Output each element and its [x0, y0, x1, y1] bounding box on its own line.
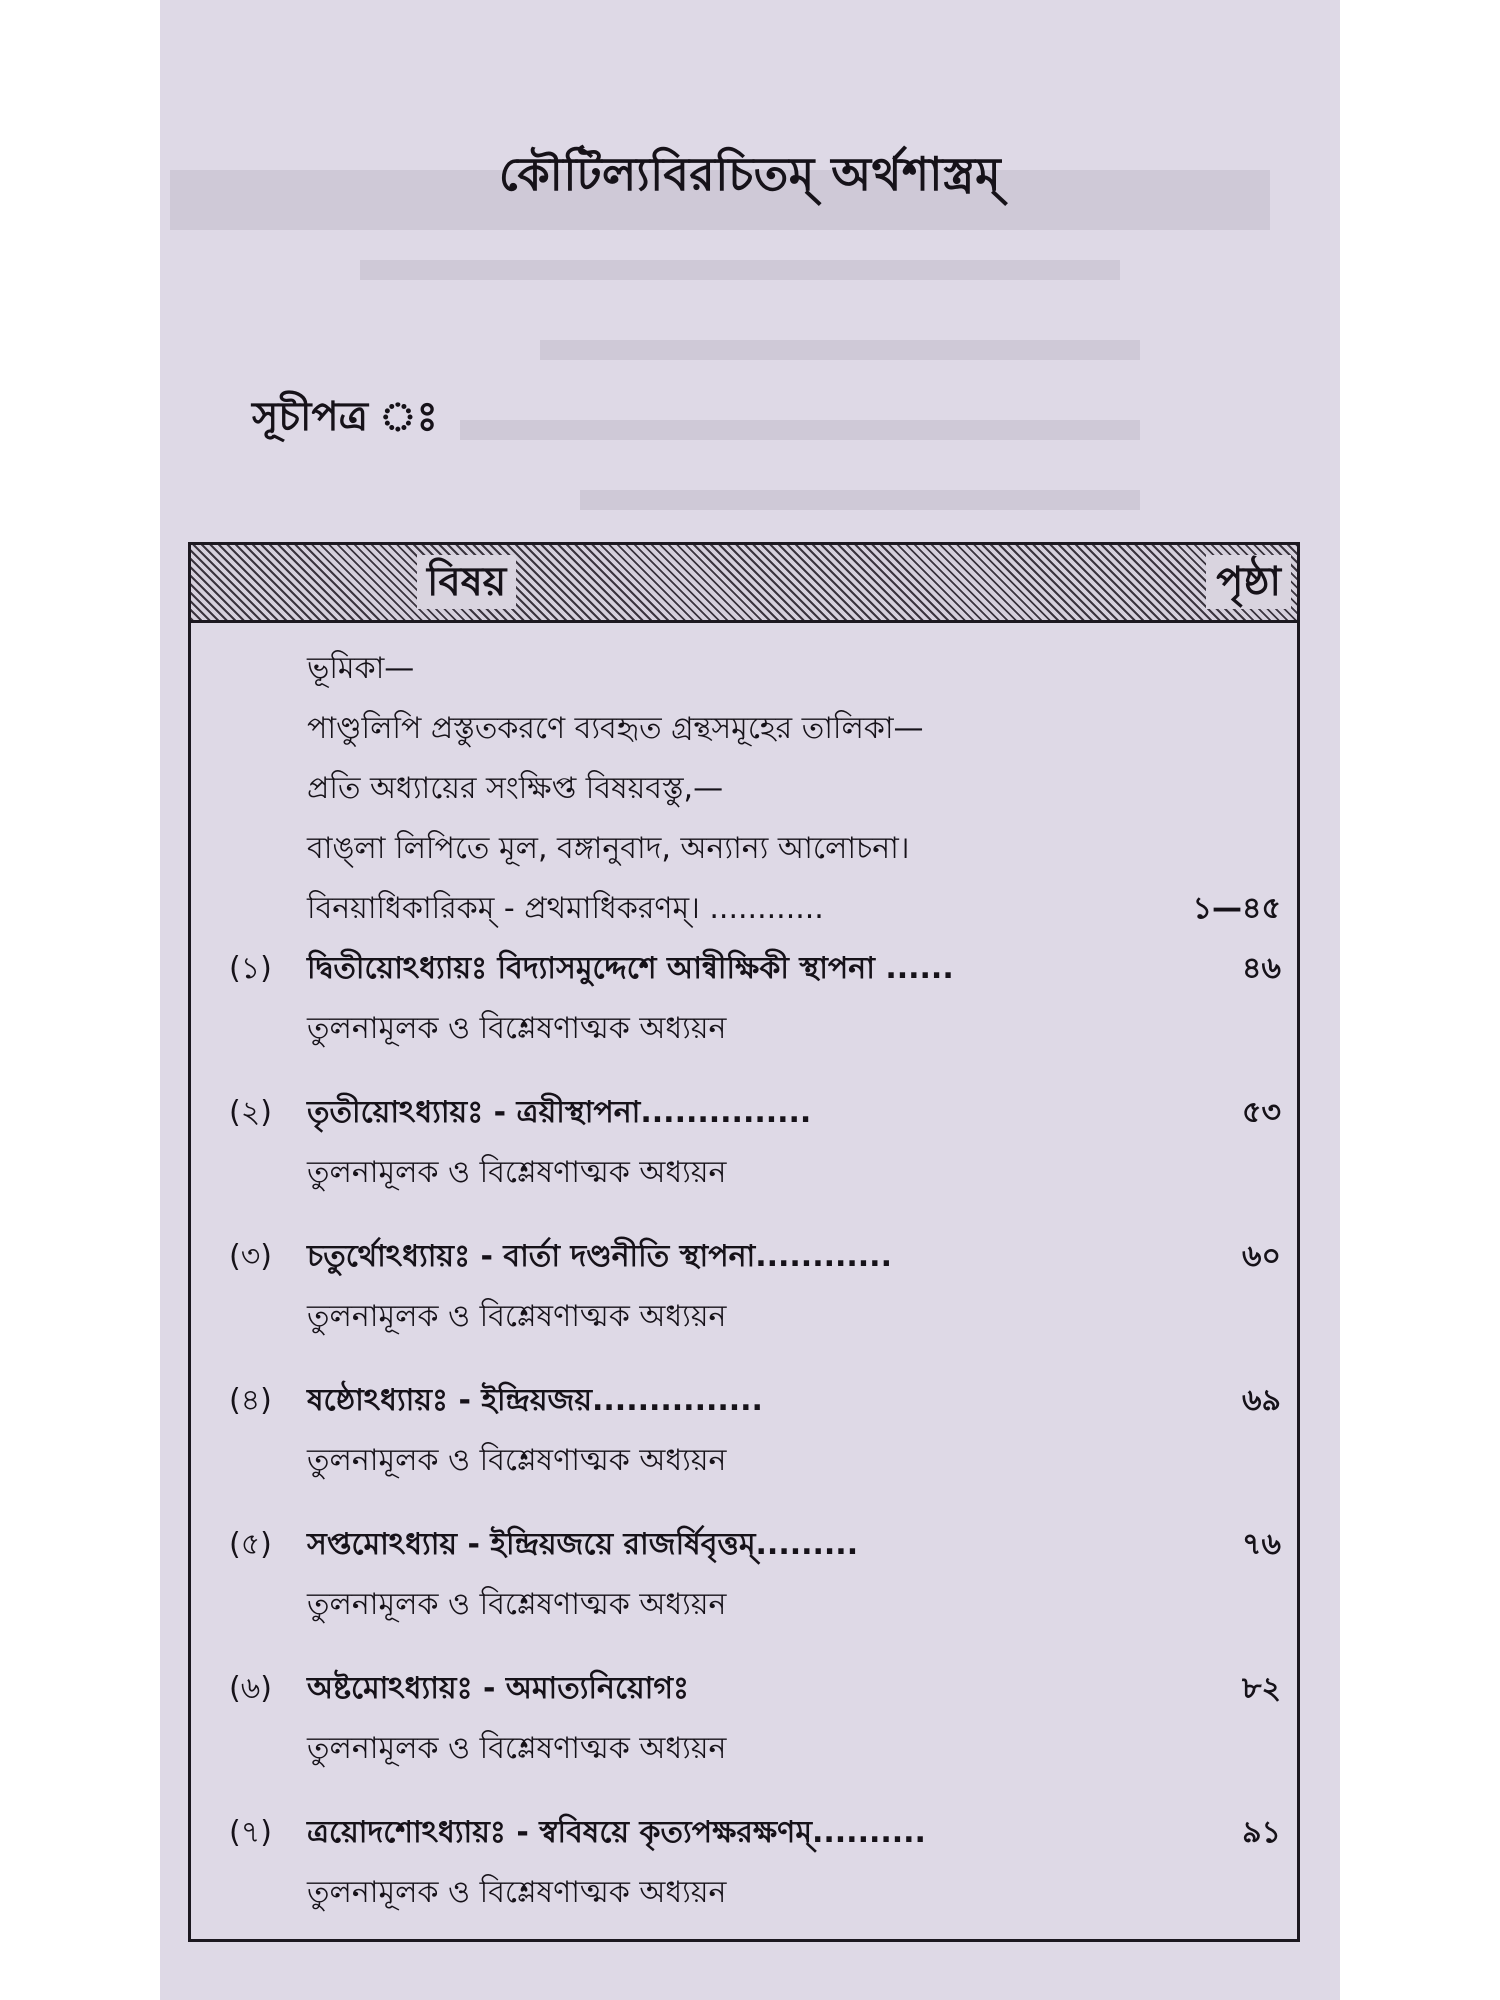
row-text: ত্রয়োদশোঽধ্যায়ঃ - স্ববিষয়ে কৃত্যপক্ষরক্ষণম্.......... [307, 1815, 926, 1850]
row-number: (৭) [229, 1815, 272, 1850]
row-number: (২) [229, 1095, 272, 1130]
table-row [191, 1581, 1297, 1629]
contents-table [188, 542, 1300, 1942]
row-page: ৯১ [1242, 1815, 1281, 1850]
row-text: ষষ্ঠোঽধ্যায়ঃ - ইন্দ্রিয়জয়............... [307, 1383, 763, 1418]
row-text: তুলনামূলক ও বিশ্লেষণাত্মক অধ্যয়ন [307, 1875, 727, 1910]
row-text: বাঙ্‌লা লিপিতে মূল, বঙ্গানুবাদ, অন্যান্য আলোচনা। [307, 831, 910, 866]
table-row [191, 1869, 1297, 1917]
row-number: (৬) [229, 1671, 272, 1706]
row-page: ৬৯ [1242, 1383, 1281, 1418]
contents-heading: সূচীপত্র ঃ [252, 394, 438, 440]
show-through-texture [160, 170, 1280, 550]
table-row [191, 645, 1297, 693]
row-number: (৩) [229, 1239, 272, 1274]
row-text: বিনয়াধিকারিকম্ - প্রথমাধিকরণম্। ............ [307, 891, 824, 926]
table-row [191, 945, 1297, 993]
row-page: ৪৬ [1242, 951, 1281, 986]
row-text: দ্বিতীয়োঽধ্যায়ঃ বিদ্যাসমুদ্দেশে আন্বীক্ষিকী স্থাপনা ...... [307, 951, 954, 986]
row-text: তৃতীয়োঽধ্যায়ঃ - ত্রয়ীস্থাপনা............... [307, 1095, 812, 1130]
row-text: প্রতি অধ্যায়ের সংক্ষিপ্ত বিষয়বস্তু,— [307, 771, 724, 806]
table-row [191, 885, 1297, 933]
table-row [191, 1005, 1297, 1053]
table-row [191, 1149, 1297, 1197]
row-text: অষ্টমোঽধ্যায়ঃ - অমাত্যনিয়োগঃ [307, 1671, 690, 1706]
row-page: ৮২ [1242, 1671, 1281, 1706]
table-row [191, 1233, 1297, 1281]
row-text: তুলনামূলক ও বিশ্লেষণাত্মক অধ্যয়ন [307, 1155, 727, 1190]
row-text: তুলনামূলক ও বিশ্লেষণাত্মক অধ্যয়ন [307, 1299, 727, 1334]
book-page [160, 0, 1340, 2000]
header-topic: বিষয় [417, 555, 516, 609]
table-row [191, 1089, 1297, 1137]
row-text: ভূমিকা— [307, 651, 415, 686]
table-row [191, 825, 1297, 873]
row-text: চতুর্থোঽধ্যায়ঃ - বার্তা দণ্ডনীতি স্থাপনা............ [307, 1239, 892, 1274]
row-text: পাণ্ডুলিপি প্রস্তুতকরণে ব্যবহৃত গ্রন্থসমূহের তালিকা— [307, 711, 924, 746]
table-row [191, 765, 1297, 813]
table-row [191, 1377, 1297, 1425]
table-row [191, 1809, 1297, 1857]
row-page: ৭৬ [1241, 1527, 1281, 1562]
table-row [191, 1665, 1297, 1713]
book-title: কৌটিল্যবিরচিতম্ অর্থশাস্ত্রম্ [498, 147, 1002, 201]
table-row [191, 1437, 1297, 1485]
table-row [191, 1293, 1297, 1341]
row-text: তুলনামূলক ও বিশ্লেষণাত্মক অধ্যয়ন [307, 1587, 727, 1622]
row-text: তুলনামূলক ও বিশ্লেষণাত্মক অধ্যয়ন [307, 1443, 727, 1478]
row-text: তুলনামূলক ও বিশ্লেষণাত্মক অধ্যয়ন [307, 1731, 727, 1766]
header-page: পৃষ্ঠা [1206, 555, 1291, 609]
row-number: (১) [229, 951, 272, 986]
table-header [191, 545, 1297, 623]
row-page: ৫৩ [1242, 1095, 1281, 1130]
row-text: তুলনামূলক ও বিশ্লেষণাত্মক অধ্যয়ন [307, 1011, 727, 1046]
row-text: সপ্তমোঽধ্যায় - ইন্দ্রিয়জয়ে রাজর্ষিবৃত্তম্......... [307, 1527, 859, 1562]
row-number: (৫) [229, 1527, 272, 1562]
row-number: (৪) [229, 1383, 272, 1418]
table-row [191, 705, 1297, 753]
table-row [191, 1725, 1297, 1773]
row-page: ১—৪৫ [1192, 891, 1281, 926]
row-page: ৬০ [1241, 1239, 1281, 1274]
table-row [191, 1521, 1297, 1569]
